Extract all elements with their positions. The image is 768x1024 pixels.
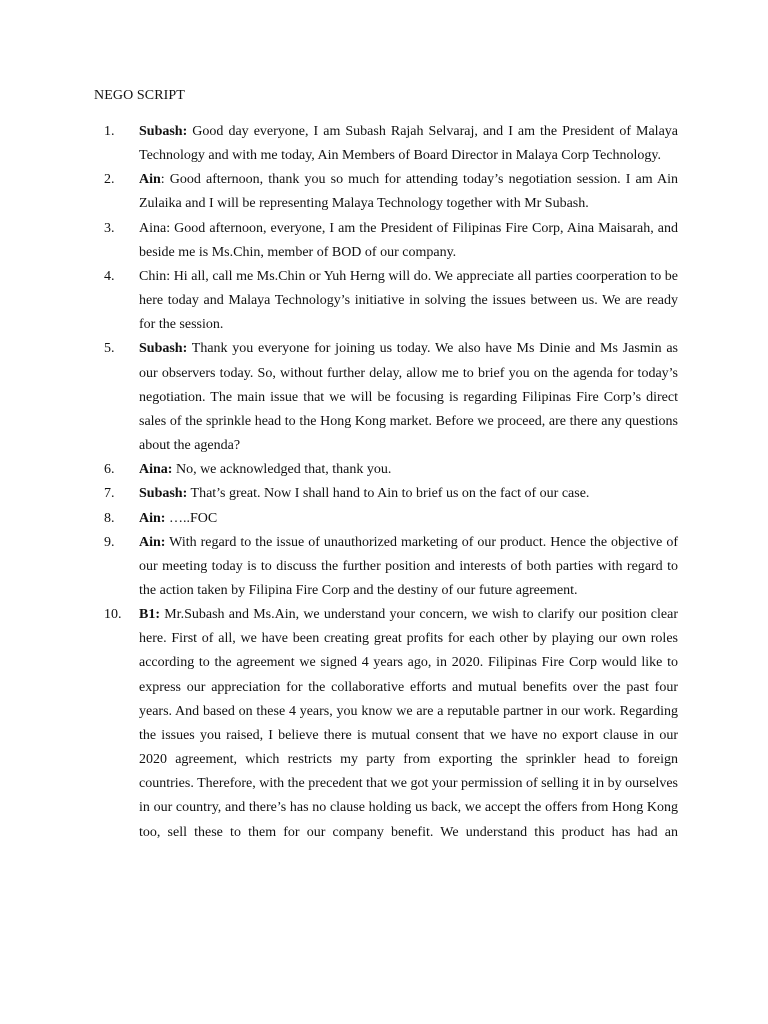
item-text: : Good afternoon, thank you so much for attending today’s negotiation session. I am Ain Zulaika and I will be representing Malaya Technology together with Mr Subash.	[139, 172, 678, 212]
item-number: 1.	[104, 124, 115, 139]
speaker-name: Subash:	[139, 486, 188, 502]
speaker-name: Aina:	[139, 462, 173, 478]
list-item	[104, 168, 678, 216]
item-number: 7.	[104, 486, 115, 502]
item-text: Mr.Subash and Ms.Ain, we understand your concern, we wish to clarify our position clear here. First of all, we have been creating great profits for each other by playing our own roles according to the agreement we signed 4 years ago, in 2020. Filipinas Fire Corp would like to express our appreciation for the collaborative efforts and mutual benefits over the past four years. And based on these 4 years, you know we are a reputable partner in our work. Regarding the issues you raised, I believe there is mutual consent that we have no export clause in our 2020 agreement, which restricts my party from exporting the sprinkler head to foreign countries. Therefore, with the precedent that we got your permission of selling it in by ourselves in our country, and there’s has no clause holding us back, we accept the offers from Hong Kong too, sell these to them for our company benefit. We understand this product has had an	[139, 607, 678, 840]
list-item	[104, 265, 678, 337]
speaker-name: Ain:	[139, 534, 166, 550]
item-number: 9.	[104, 534, 115, 550]
document-title: NEGO SCRIPT	[94, 88, 185, 103]
list-item	[104, 531, 678, 603]
item-number: 2.	[104, 172, 115, 188]
item-text: Chin: Hi all, call me Ms.Chin or Yuh Herng will do. We appreciate all parties coorperation to be here today and Malaya Technology’s initiative in solving the issues between us. We are ready for the session.	[139, 268, 678, 333]
list-item	[104, 337, 678, 458]
item-text: No, we acknowledged that, thank you.	[172, 462, 392, 478]
item-number: 10.	[104, 607, 122, 623]
speaker-name: Ain:	[139, 510, 166, 526]
item-text: Thank you everyone for joining us today. We also have Ms Dinie and Ms Jasmin as our observers today. So, without further delay, allow me to brief you on the agenda for today’s negotiation. The main issue that we will be focusing is regarding Filipinas Fire Corp’s direct sales of the sprinkle head to the Hong Kong market. Before we proceed, are there any questions about the agenda?	[139, 341, 678, 454]
item-text: Good day everyone, I am Subash Rajah Selvaraj, and I am the President of Malaya Technology and with me today, Ain Members of Board Director in Malaya Corp Technology.	[139, 124, 678, 164]
item-text: With regard to the issue of unauthorized marketing of our product. Hence the objective of our meeting today is to discuss the further position and interests of both parties with regard to the action taken by Filipina Fire Corp and the destiny of our future agreement.	[139, 534, 678, 598]
item-number: 4.	[104, 268, 115, 284]
item-number: 6.	[104, 462, 115, 478]
item-text: …..FOC	[165, 510, 218, 526]
list-item	[104, 482, 678, 506]
list-item	[104, 507, 678, 531]
list-item	[104, 458, 678, 482]
script-list	[104, 120, 678, 845]
list-item	[104, 217, 678, 265]
speaker-name: Ain	[139, 172, 161, 188]
speaker-name: B1:	[139, 607, 160, 623]
item-number: 3.	[104, 220, 115, 236]
item-text: Aina: Good afternoon, everyone, I am the President of Filipinas Fire Corp, Aina Maisarah, and beside me is Ms.Chin, member of BOD of our company.	[139, 220, 678, 260]
item-number: 5.	[104, 341, 115, 357]
item-number: 8.	[104, 510, 115, 526]
list-item	[104, 120, 678, 168]
speaker-name: Subash:	[139, 124, 188, 139]
speaker-name: Subash:	[139, 341, 188, 357]
list-item	[104, 603, 678, 845]
item-text: That’s great. Now I shall hand to Ain to brief us on the fact of our case.	[187, 486, 590, 502]
